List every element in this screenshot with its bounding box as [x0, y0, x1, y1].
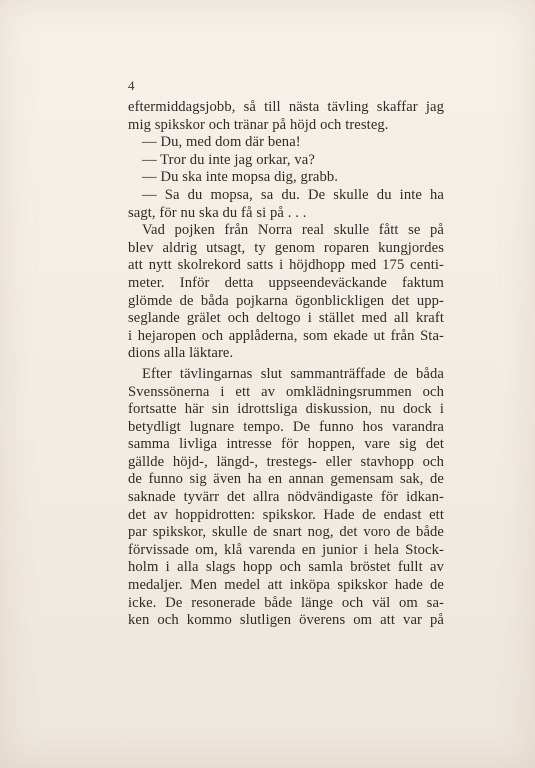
text-line: samma livliga intresse för hoppen, vare sig det	[128, 436, 444, 453]
text-line: Svenssönerna i ett av omklädningsrummen och	[128, 383, 444, 400]
text-line: — Du, med dom där bena!	[142, 134, 301, 151]
text-line: medaljer. Men medel att inköpa spikskor hade de	[128, 577, 444, 594]
text-line: holm i alla slags hopp och samla bröstet fullt av	[128, 559, 444, 576]
text-line: betydligt lugnare tempo. De funno hos varandra	[128, 418, 444, 435]
text-line: sagt, för nu ska du få si på . . .	[128, 204, 307, 221]
text-line: ken och kommo slutligen överens om att var på	[128, 612, 444, 629]
text-line: förvissade om, klå varenda en junior i hela Stock-	[128, 541, 444, 558]
text-line: seglande grälet och deltogo i stället med all kraft	[128, 310, 444, 327]
text-line: eftermiddagsjobb, så till nästa tävling skaffar jag	[128, 99, 444, 115]
text-line: — Tror du inte jag orkar, va?	[142, 151, 315, 168]
text-line: — Sa du mopsa, sa du. De skulle du inte ha	[142, 186, 444, 203]
text-line: det av hoppidrotten: spikskor. Hade de endast ett	[128, 506, 444, 523]
text-line: blev aldrig utsagt, ty genom roparen kungjordes	[128, 239, 444, 256]
text-line: par spikskor, skulle de snart nog, det voro de både	[128, 524, 444, 541]
text-line: de funno sig även ha en annan gemensam sak, de	[128, 471, 444, 488]
text-line: Vad pojken från Norra real skulle fått se på	[142, 222, 444, 239]
body-text	[128, 99, 444, 630]
text-line: att nytt skolrekord satts i höjdhopp med 175 centi-	[128, 257, 444, 274]
text-line: dions alla läktare.	[128, 345, 234, 362]
text-line: glömde de båda pojkarna ögonblickligen det upp-	[128, 292, 444, 309]
text-line: — Du ska inte mopsa dig, grabb.	[142, 169, 339, 186]
text-line: fortsatte här sin idrottsliga diskussion, nu dock i	[128, 401, 444, 418]
text-line: i hejaropen och applåderna, som ekade ut från Sta-	[128, 327, 444, 344]
text-line: mig spikskor och tränar på höjd och tresteg.	[128, 116, 389, 133]
text-line: icke. De resonerade både länge och väl om sa-	[128, 594, 444, 611]
page-number: 4	[128, 78, 135, 93]
text-line: Efter tävlingarnas slut sammanträffade de båda	[142, 365, 444, 382]
text-line: saknade tyvärr det allra nödvändigaste för idkan-	[128, 489, 444, 506]
text-line: gällde höjd-, längd-, trestegs- eller stavhopp och	[128, 453, 444, 470]
text-line: meter. Inför detta uppseendeväckande faktum	[128, 274, 444, 291]
